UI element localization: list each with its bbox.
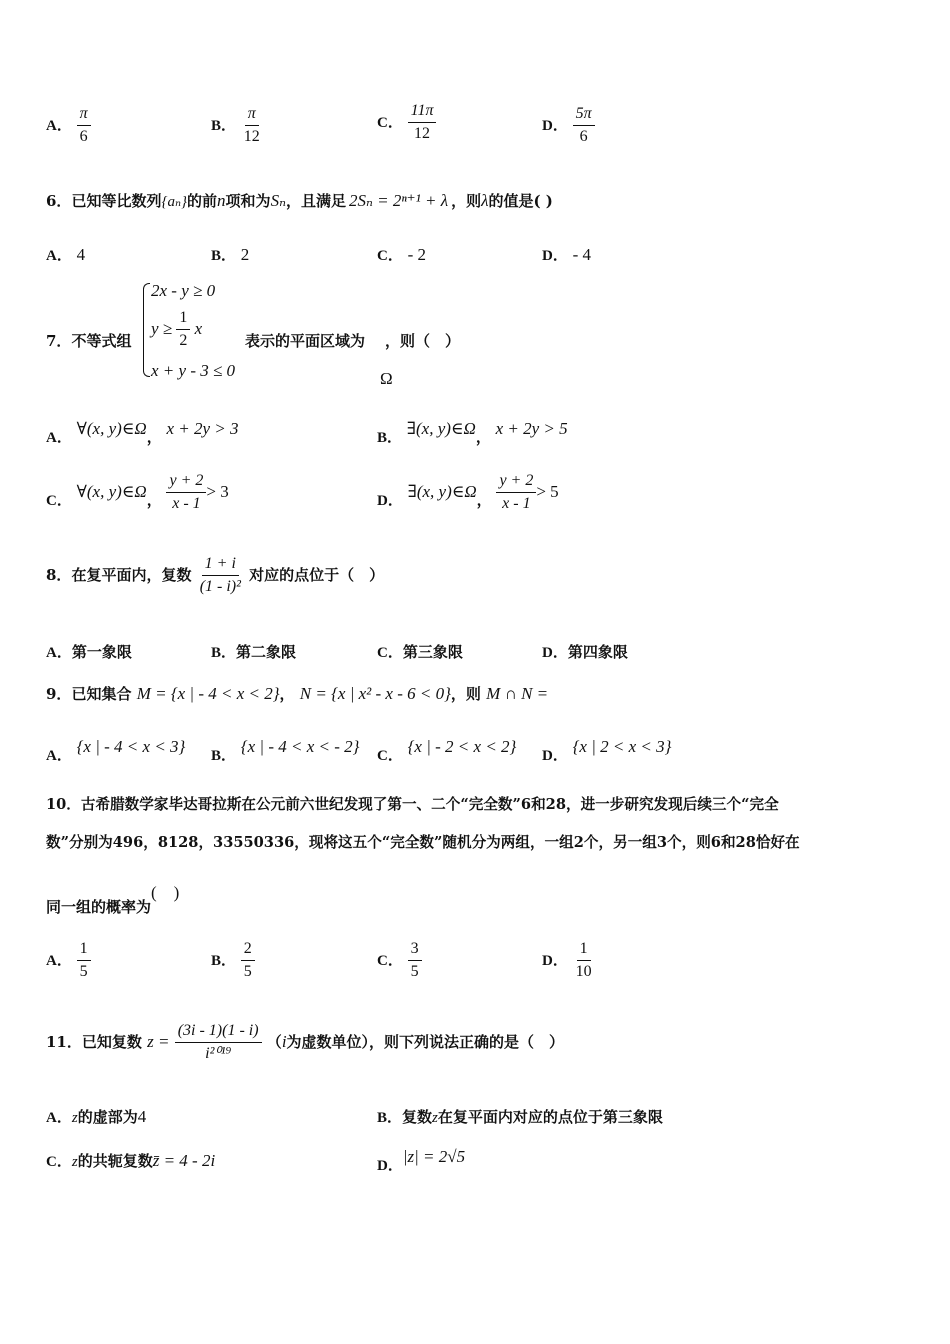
quantifier: ∀(x, y)∈Ω — [76, 419, 147, 438]
formula: 2Sₙ = 2ⁿ⁺¹ + λ — [348, 191, 449, 210]
fraction: $\frac{2}{5}$ — [241, 940, 255, 982]
fraction: $\frac{\pi}{12}$ — [243, 105, 260, 146]
stem-text: 不等式组 — [71, 332, 132, 350]
left-brace — [143, 283, 150, 377]
question-number: 6． — [46, 192, 72, 210]
fraction: $\frac{1}{5}$ — [77, 940, 91, 982]
var-s: Sₙ — [270, 191, 286, 210]
question-number: 7． — [46, 332, 72, 350]
option-label: A． — [46, 952, 72, 969]
var-z: z — [71, 1154, 78, 1170]
omega-symbol: Ω — [380, 369, 393, 388]
q10-option-a — [46, 940, 91, 982]
option-text: - 2 — [407, 245, 427, 264]
relation: > 3 — [206, 481, 229, 501]
q7-stem — [46, 330, 131, 351]
q8-option-c — [377, 641, 463, 662]
fraction: $\frac{1}{2}$ — [176, 309, 190, 351]
var-z: z — [432, 1110, 438, 1126]
option-label: D． — [542, 248, 568, 264]
option-label: A． — [46, 1110, 72, 1126]
option-label: C． — [46, 492, 72, 509]
stem-text: 同一组的概率为 — [46, 898, 152, 916]
option-text: 第三象限 — [402, 643, 463, 661]
q9-option-c — [377, 736, 517, 764]
stem-text: ，则（ ） — [385, 332, 461, 350]
option-label: D． — [542, 952, 568, 969]
q5-option-d — [542, 105, 595, 147]
var-n: n — [217, 191, 226, 210]
q6-option-d — [542, 244, 591, 265]
stem-text: 已知复数 — [81, 1032, 142, 1051]
option-label: A． — [46, 430, 72, 446]
sequence: {aₙ} — [161, 194, 188, 210]
option-label: B． — [377, 1110, 403, 1126]
option-label: D． — [542, 117, 568, 134]
option-label: D． — [377, 1158, 403, 1174]
separator: ， — [279, 685, 295, 703]
separator: ， — [475, 430, 491, 446]
stem-text: 已知等比数列 — [71, 192, 162, 210]
option-label: A． — [46, 248, 72, 264]
quantifier: ∃(x, y)∈Ω — [406, 419, 476, 438]
q10-line-3 — [46, 883, 180, 917]
option-text: 4 — [76, 245, 86, 264]
inequality-1: 2x - y ≥ 0 — [151, 281, 216, 300]
q9-stem — [46, 683, 548, 704]
question-number: 8． — [46, 565, 72, 584]
option-label: B． — [211, 748, 237, 764]
q10-option-c — [377, 940, 422, 982]
q8-option-a — [46, 641, 132, 662]
option-label: A． — [46, 645, 72, 661]
q6-stem — [46, 190, 553, 211]
q5-option-b — [211, 105, 263, 147]
option-text: 的虚部为 — [77, 1108, 138, 1126]
q9-option-a — [46, 736, 186, 764]
q7-option-a — [46, 418, 239, 446]
q10-option-d — [542, 940, 595, 982]
inequality-3: x + y - 3 ≤ 0 — [151, 361, 236, 380]
fraction: $\frac{y + 2}{x - 1}$ — [496, 472, 536, 514]
q7-option-d — [377, 472, 559, 514]
q8-option-b — [211, 641, 296, 662]
q11-option-d — [377, 1146, 466, 1174]
inequality-system — [143, 283, 243, 383]
option-text: {x | - 2 < x < 2} — [407, 737, 517, 756]
stem-text: ，则 — [450, 685, 481, 703]
separator: ， — [146, 430, 162, 446]
q6-option-b — [211, 244, 249, 265]
fraction: $\frac{1 + i}{\text{(1 - i)²}}$ — [199, 555, 241, 596]
q11-option-a — [46, 1106, 146, 1127]
option-label: C． — [377, 952, 403, 969]
stem-text: 的值是( ) — [488, 192, 553, 210]
option-text: 在复平面内对应的点位于第三象限 — [437, 1108, 663, 1126]
option-text: 复数 — [402, 1108, 433, 1126]
q9-option-b — [211, 736, 360, 764]
option-label: C． — [377, 748, 403, 764]
fraction: $\frac{1}{10}$ — [575, 940, 592, 981]
inequality-2: y ≥ $\frac{1}{2}$ x — [151, 309, 203, 350]
separator: ， — [146, 492, 162, 509]
stem-text: ，且满足 — [285, 192, 346, 210]
set-n: N = {x | x² - x - 6 < 0} — [299, 684, 451, 703]
option-label: B． — [211, 117, 237, 134]
q7-stem-cont — [245, 330, 460, 351]
var-z: z = — [147, 1031, 170, 1051]
question-number: 11． — [46, 1032, 82, 1051]
stem-text: 对应的点位于（ ） — [249, 565, 385, 584]
fraction: $\frac{(3i - 1)(1 - i)}{\text{i²⁰¹⁹}}$ — [175, 1022, 262, 1064]
option-label: C． — [377, 645, 403, 661]
quantifier: ∀(x, y)∈Ω — [76, 481, 147, 501]
q6-option-c — [377, 244, 426, 265]
option-label: B． — [377, 430, 403, 446]
option-text: {x | - 4 < x < 3} — [76, 737, 186, 756]
relation: > 5 — [536, 481, 559, 501]
option-text: {x | - 4 < x < - 2} — [240, 737, 360, 756]
option-label: A． — [46, 117, 72, 134]
fraction: $\frac{5\pi}{6}$ — [573, 105, 595, 147]
stem-text: 已知集合 — [71, 685, 132, 703]
option-label: B． — [211, 952, 237, 969]
option-text: 第一象限 — [71, 643, 132, 661]
fraction: $\frac{\pi}{6}$ — [77, 105, 91, 147]
q10-line-2: 数”分别为496，8128，33550336，现将这五个“完全数”随机分为两组，一组2个，另一组3个，则6和28恰好在 — [46, 834, 800, 851]
option-value: z̄ = 4 - 2i — [152, 1151, 216, 1170]
var-lambda: λ — [481, 191, 489, 210]
answer-paren: ( ) — [151, 883, 180, 902]
stem-text: （ — [266, 1032, 282, 1051]
q6-option-a — [46, 244, 85, 265]
option-value: |z| = 2√5 — [402, 1147, 466, 1166]
option-label: D． — [542, 748, 568, 764]
option-label: D． — [542, 645, 568, 661]
q7-option-b — [377, 418, 568, 446]
stem-text: 项和为 — [225, 192, 271, 210]
set-m: M = {x | - 4 < x < 2} — [136, 684, 280, 703]
q11-stem — [46, 1022, 564, 1064]
stem-text: 表示的平面区域为 — [245, 332, 366, 350]
stem-text: 为虚数单位），则下列说法正确的是（ ） — [286, 1032, 565, 1051]
stem-text: ，则 — [451, 192, 482, 210]
var-i: i — [281, 1031, 287, 1051]
option-text: 第二象限 — [236, 643, 297, 661]
fraction: $\frac{11\pi}{12}$ — [408, 102, 437, 144]
question-number: 9． — [46, 685, 72, 703]
q5-option-a — [46, 105, 91, 147]
option-text: 第四象限 — [567, 643, 628, 661]
q5-option-c — [377, 102, 436, 144]
option-value: 4 — [137, 1107, 147, 1126]
option-text: 2 — [240, 245, 250, 264]
q10-option-b — [211, 940, 255, 982]
q7-option-c — [46, 472, 229, 514]
intersection: M ∩ N = — [486, 684, 549, 703]
option-label: B． — [211, 645, 237, 661]
option-text: 的共轭复数 — [77, 1152, 153, 1170]
q8-stem — [46, 555, 384, 597]
fraction: $\frac{y + 2}{x - 1}$ — [166, 472, 206, 514]
option-label: A． — [46, 748, 72, 764]
separator: ， — [476, 492, 492, 509]
condition: x + 2y > 3 — [166, 419, 239, 438]
option-text: - 4 — [572, 245, 592, 264]
q11-option-b — [377, 1106, 663, 1127]
option-label: B． — [211, 248, 237, 264]
option-label: D． — [377, 492, 403, 509]
option-label: C． — [377, 114, 403, 131]
q9-option-d — [542, 736, 672, 764]
q8-option-d — [542, 641, 628, 662]
q11-option-c — [46, 1150, 215, 1171]
fraction: $\frac{3}{5}$ — [408, 940, 422, 982]
condition: x + 2y > 5 — [495, 419, 568, 438]
option-text: {x | 2 < x < 3} — [572, 737, 672, 756]
stem-text: 的前 — [187, 192, 218, 210]
quantifier: ∃(x, y)∈Ω — [407, 481, 477, 501]
option-label: C． — [46, 1154, 72, 1170]
var-z: z — [71, 1110, 78, 1126]
q10-line-1: 10．古希腊数学家毕达哥拉斯在公元前六世纪发现了第一、二个“完全数”6和28，进一步研究发现后续三个“完全 — [46, 796, 779, 813]
option-label: C． — [377, 248, 403, 264]
stem-text: 在复平面内，复数 — [71, 565, 192, 584]
